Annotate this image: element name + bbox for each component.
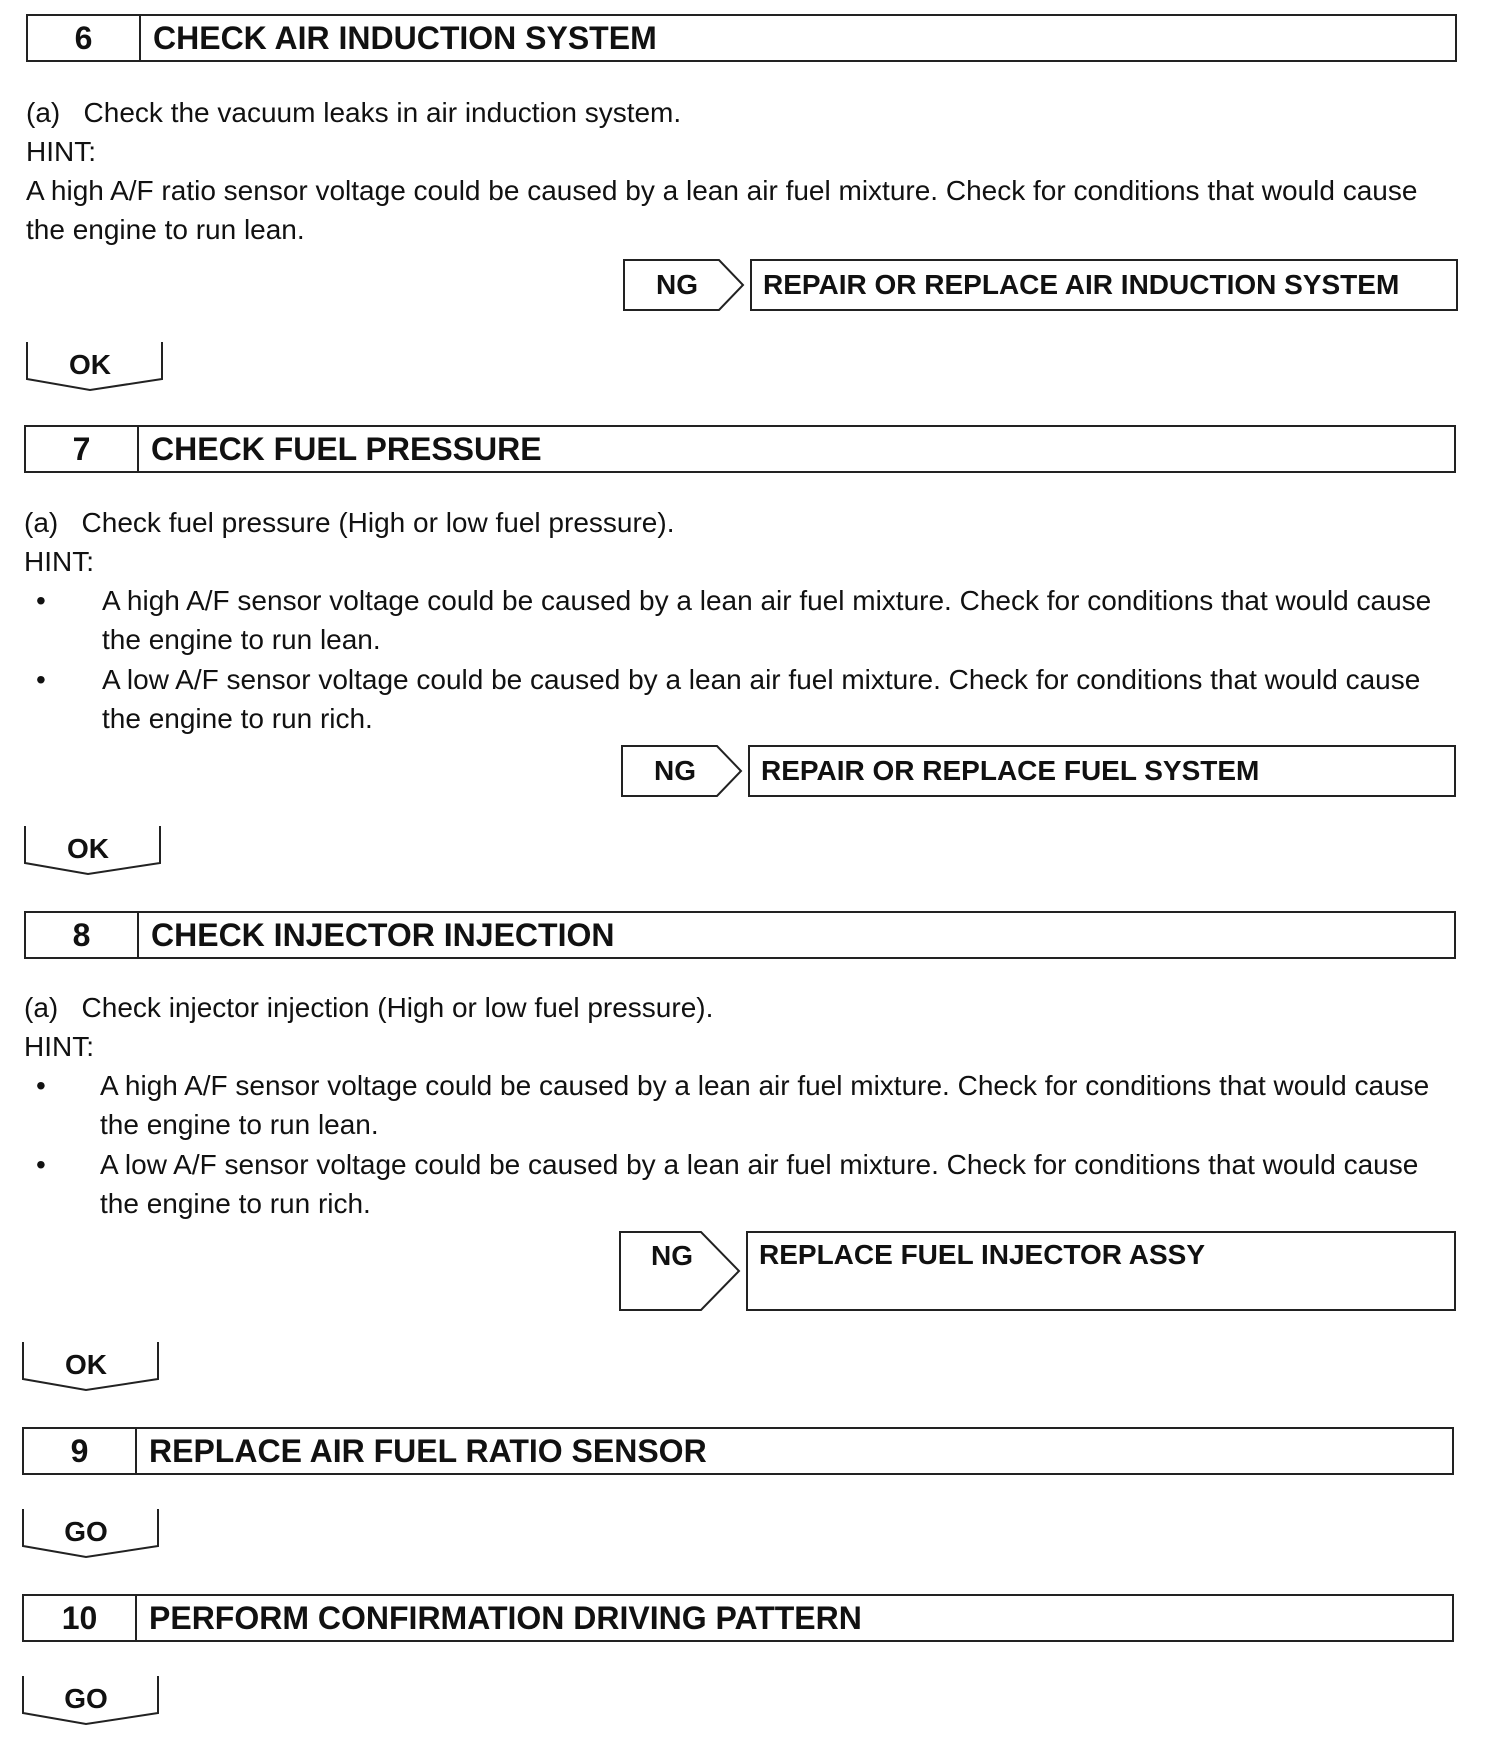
step-7-header	[24, 425, 1456, 473]
ok-label: OK	[69, 349, 111, 380]
ng-label: NG	[654, 755, 696, 786]
step-number: 10	[24, 1596, 137, 1640]
ng-result-box: REPAIR OR REPLACE AIR INDUCTION SYSTEM	[750, 259, 1458, 311]
step-number: 7	[26, 427, 139, 471]
ng-indicator	[623, 259, 745, 311]
action-text: (a) Check fuel pressure (High or low fuel pressure).	[24, 507, 675, 538]
hint-label: HINT:	[26, 136, 96, 167]
bullet-icon: •	[36, 664, 46, 695]
hint-label: HINT:	[24, 1031, 94, 1062]
step-8-header	[24, 911, 1456, 959]
step-title: CHECK AIR INDUCTION SYSTEM	[153, 19, 657, 56]
ng-label: NG	[651, 1240, 693, 1271]
go-next-button[interactable]	[22, 1676, 160, 1726]
step-10-header	[22, 1594, 1454, 1642]
step-number: 6	[28, 16, 141, 60]
bullet-icon: •	[36, 585, 46, 616]
step-title: CHECK FUEL PRESSURE	[151, 430, 542, 467]
step-title: REPLACE AIR FUEL RATIO SENSOR	[149, 1432, 707, 1469]
ok-next-button[interactable]	[22, 1342, 160, 1392]
ng-label: NG	[656, 269, 698, 300]
step-9-header	[22, 1427, 1454, 1475]
step-number: 9	[24, 1429, 137, 1473]
hint-item: A low A/F sensor voltage could be caused by a lean air fuel mixture. Check for conditions that would cause the engine to run rich.	[102, 664, 1421, 734]
ng-indicator	[621, 745, 743, 797]
hint-text: A high A/F ratio sensor voltage could be caused by a lean air fuel mixture. Check for conditions that would cause the engine to run lean.	[26, 175, 1418, 245]
hint-item: A high A/F sensor voltage could be caused by a lean air fuel mixture. Check for conditions that would cause the engine to run lean.	[102, 585, 1432, 655]
go-label: GO	[64, 1683, 108, 1714]
ng-result-box: REPLACE FUEL INJECTOR ASSY	[746, 1231, 1456, 1311]
ok-label: OK	[67, 833, 109, 864]
step-6-header	[26, 14, 1457, 62]
ng-indicator	[619, 1231, 741, 1311]
ok-next-button[interactable]	[26, 342, 164, 392]
step-title: PERFORM CONFIRMATION DRIVING PATTERN	[149, 1599, 862, 1636]
action-text: (a) Check injector injection (High or low fuel pressure).	[24, 992, 714, 1023]
bullet-icon: •	[36, 1070, 46, 1101]
ng-result-box: REPAIR OR REPLACE FUEL SYSTEM	[748, 745, 1456, 797]
hint-label: HINT:	[24, 546, 94, 577]
step-title: CHECK INJECTOR INJECTION	[151, 916, 615, 953]
go-next-button[interactable]	[22, 1509, 160, 1559]
bullet-icon: •	[36, 1149, 46, 1180]
hint-item: A high A/F sensor voltage could be caused by a lean air fuel mixture. Check for conditions that would cause the engine to run lean.	[100, 1070, 1430, 1140]
action-text: (a) Check the vacuum leaks in air induction system.	[26, 97, 682, 128]
step-number: 8	[26, 913, 139, 957]
hint-item: A low A/F sensor voltage could be caused by a lean air fuel mixture. Check for conditions that would cause the engine to run rich.	[100, 1149, 1419, 1219]
go-label: GO	[64, 1516, 108, 1547]
ok-next-button[interactable]	[24, 826, 162, 876]
ok-label: OK	[65, 1349, 107, 1380]
